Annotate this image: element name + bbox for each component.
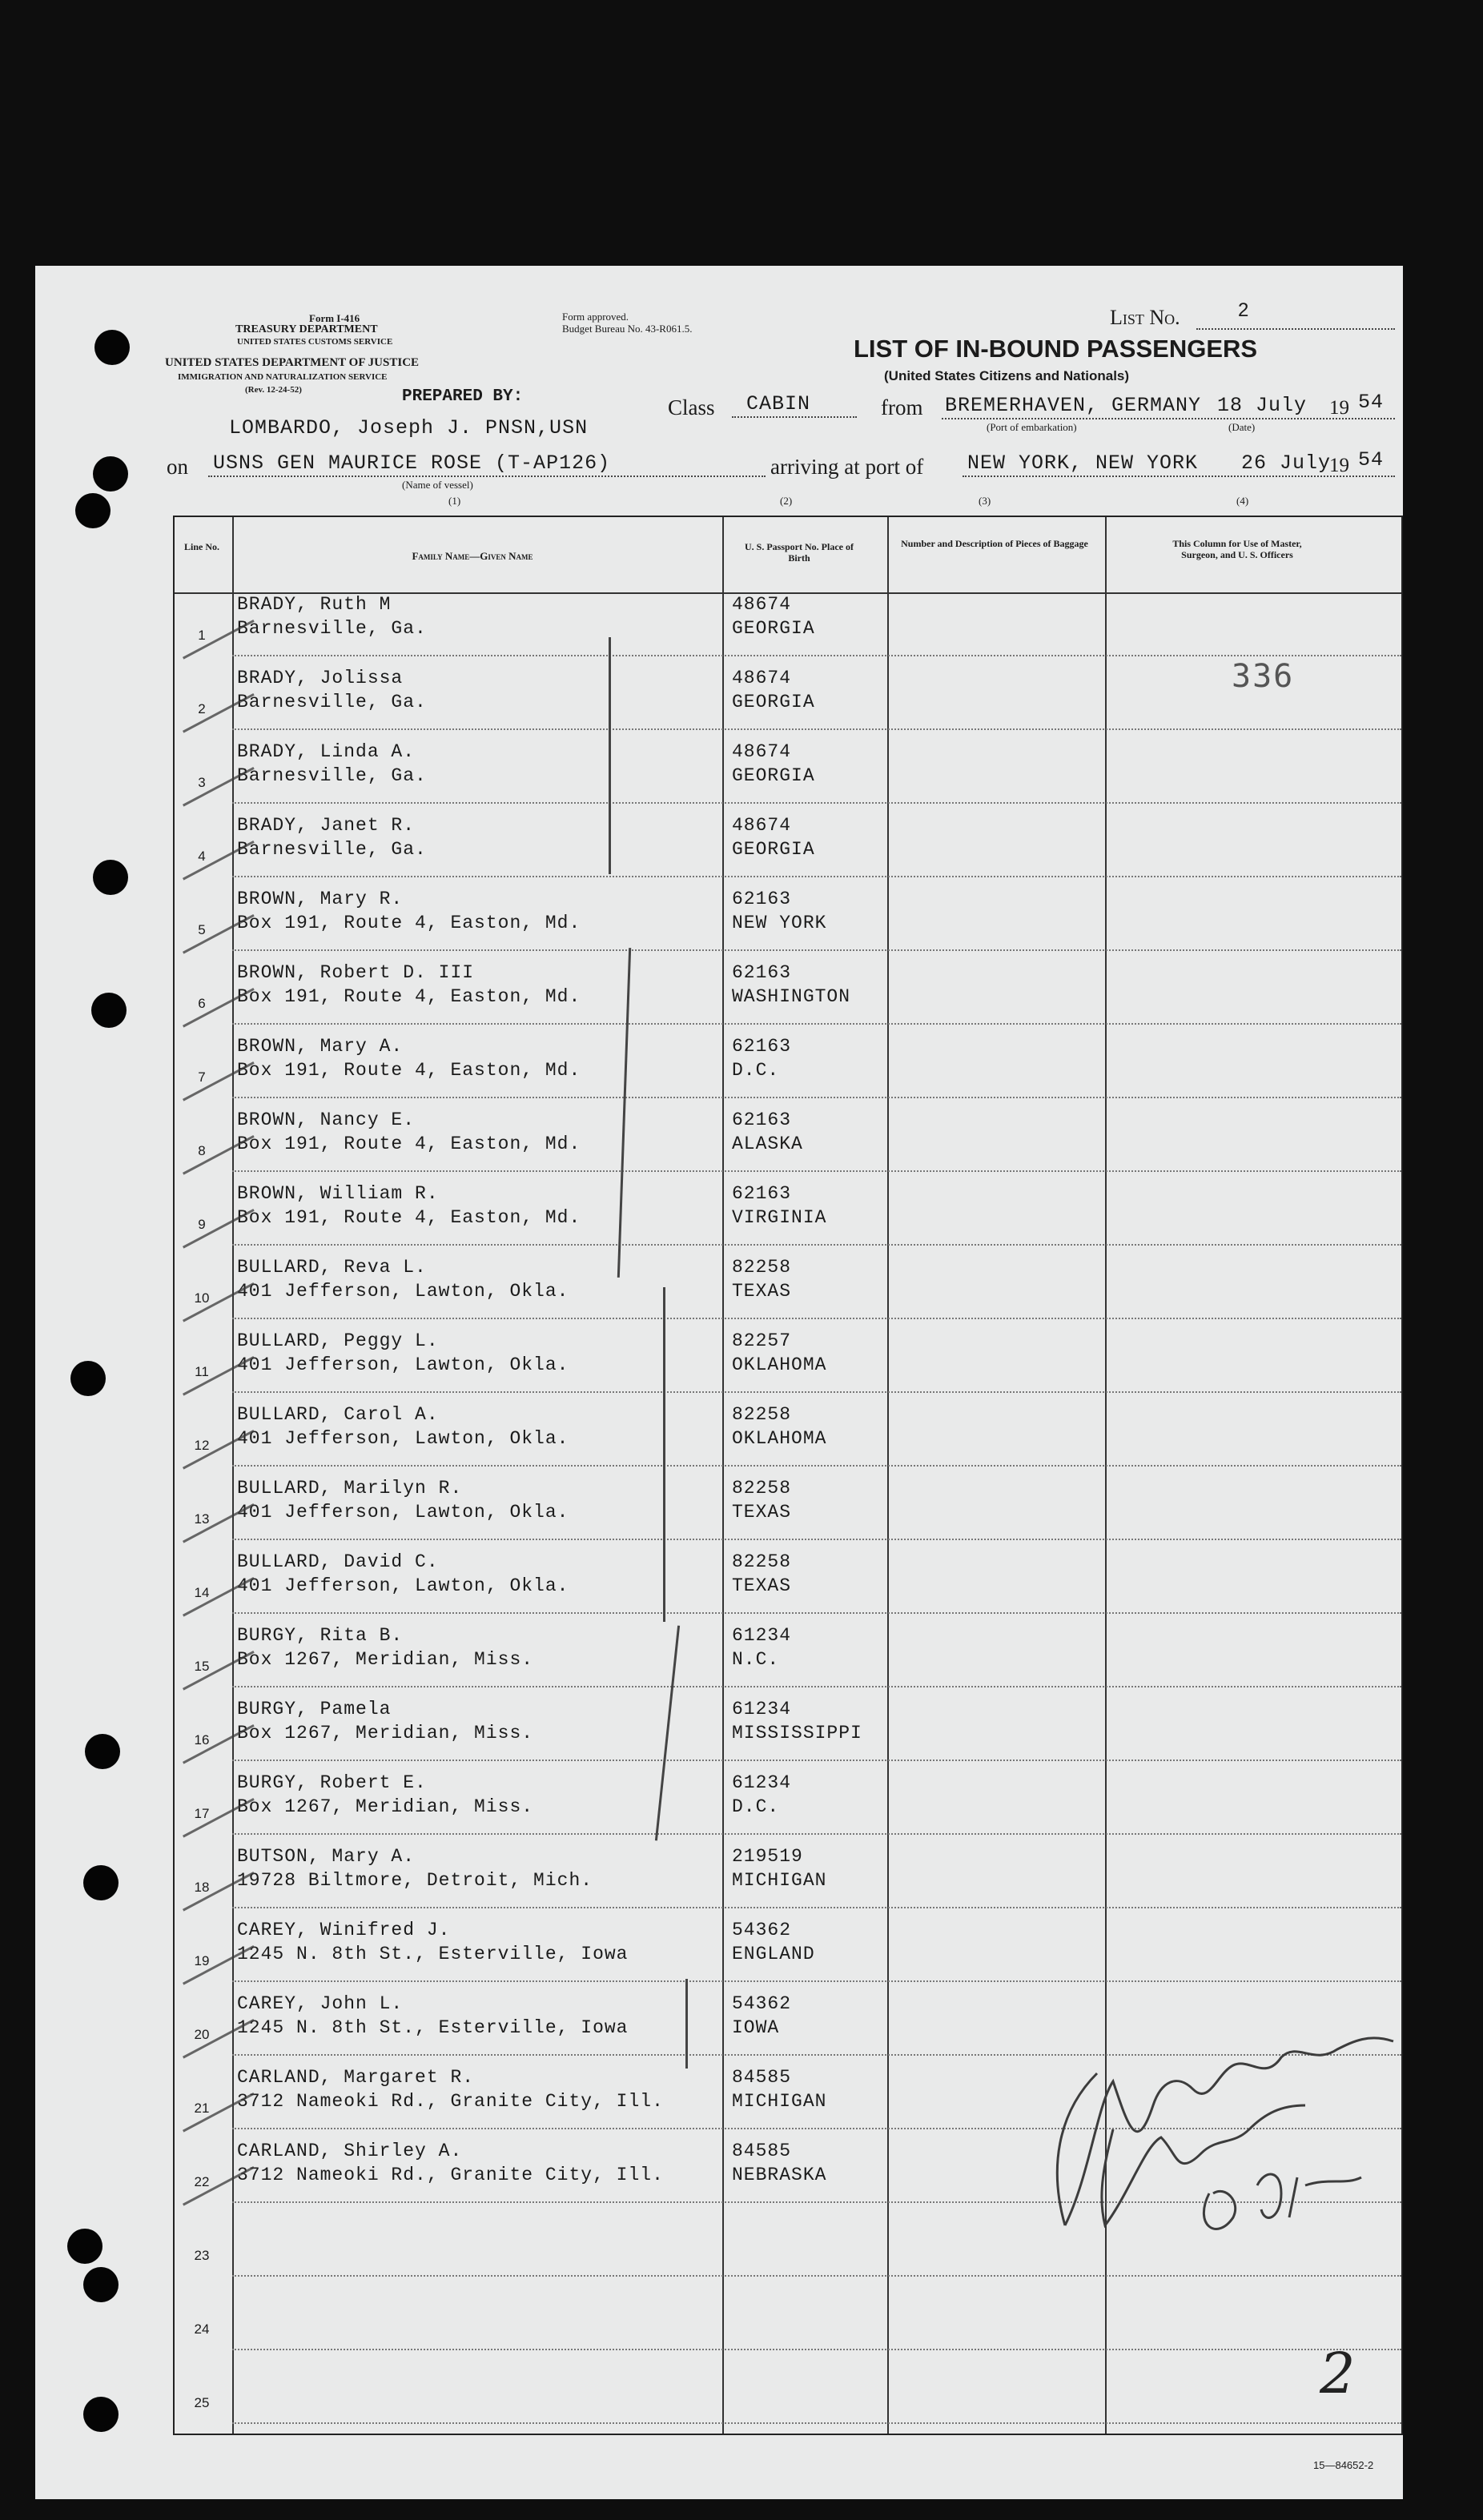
passenger-name: CARLAND, Margaret R. xyxy=(237,2067,475,2088)
passenger-name: BROWN, Nancy E. xyxy=(237,1110,416,1130)
vessel-rule xyxy=(208,476,766,477)
arrive-date: 26 July xyxy=(1241,451,1332,475)
line-number: 23 xyxy=(194,2248,210,2263)
revision-date: (Rev. 12-24-52) xyxy=(245,385,302,395)
annotation-336: 336 xyxy=(1232,658,1295,695)
arrive-year-prefix: 19 xyxy=(1329,455,1349,476)
passport-number: 62163 xyxy=(732,1036,792,1057)
passenger-address: Barnesville, Ga. xyxy=(237,692,427,712)
passenger-name: BROWN, Robert D. III xyxy=(237,962,475,983)
col-header-passport: U. S. Passport No. Place of Birth xyxy=(745,541,854,564)
row-rule xyxy=(232,1318,1401,1319)
line-number: 15 xyxy=(194,1659,210,1674)
passport-number: 61234 xyxy=(732,1625,792,1646)
arriving-rule xyxy=(963,476,1395,477)
place-of-birth: OKLAHOMA xyxy=(732,1428,827,1449)
passenger-name: BRADY, Ruth M xyxy=(237,594,392,615)
group-bracket xyxy=(685,1979,688,2069)
passport-number: 62163 xyxy=(732,1110,792,1130)
class-rule xyxy=(732,416,857,418)
place-of-birth: GEORGIA xyxy=(732,839,815,860)
punch-hole xyxy=(94,330,130,365)
line-number: 5 xyxy=(198,922,206,937)
place-of-birth: VIRGINIA xyxy=(732,1207,827,1228)
punch-hole xyxy=(93,860,128,895)
row-rule xyxy=(232,655,1401,656)
passenger-address: Box 1267, Meridian, Miss. xyxy=(237,1796,534,1817)
place-of-birth: GEORGIA xyxy=(732,765,815,786)
passport-number: 62163 xyxy=(732,889,792,909)
treasury-dept: TREASURY DEPARTMENT xyxy=(235,323,378,335)
passenger-address: 19728 Biltmore, Detroit, Mich. xyxy=(237,1870,593,1891)
line-number: 11 xyxy=(195,1364,209,1379)
from-date: 18 July xyxy=(1217,394,1308,417)
row-rule xyxy=(232,1833,1401,1835)
row-rule xyxy=(232,802,1401,804)
line-number: 8 xyxy=(198,1143,206,1158)
place-of-birth: GEORGIA xyxy=(732,618,815,639)
col3-number: (3) xyxy=(979,495,991,507)
row-rule xyxy=(232,1612,1401,1614)
line-number: 3 xyxy=(198,775,206,790)
passenger-address: 3712 Nameoki Rd., Granite City, Ill. xyxy=(237,2091,664,2112)
punch-hole xyxy=(83,2397,119,2432)
footer-code: 15—84652-2 xyxy=(1313,2459,1374,2471)
customs-service: UNITED STATES CUSTOMS SERVICE xyxy=(237,337,393,347)
passenger-address: 1245 N. 8th St., Esterville, Iowa xyxy=(237,2017,629,2038)
passenger-address: Barnesville, Ga. xyxy=(237,839,427,860)
group-bracket xyxy=(609,637,611,874)
passport-number: 82258 xyxy=(732,1478,792,1499)
row-rule xyxy=(232,728,1401,730)
line-number: 1 xyxy=(198,628,206,643)
port-embark-label: (Port of embarkation) xyxy=(987,421,1077,433)
passport-number: 61234 xyxy=(732,1772,792,1793)
inspector-signature xyxy=(1041,1985,1409,2257)
from-year: 54 xyxy=(1358,391,1385,414)
row-rule xyxy=(232,1170,1401,1172)
passenger-name: BURGY, Robert E. xyxy=(237,1772,427,1793)
place-of-birth: ALASKA xyxy=(732,1134,803,1154)
punch-hole xyxy=(83,2267,119,2302)
form-approved: Form approved. xyxy=(562,311,629,323)
prepared-by-label: PREPARED BY: xyxy=(402,387,524,406)
passport-number: 219519 xyxy=(732,1846,803,1867)
place-of-birth: D.C. xyxy=(732,1060,780,1081)
col-header-name: Family Name—Given Name xyxy=(412,550,533,562)
passport-number: 54362 xyxy=(732,1993,792,2014)
passenger-name: BROWN, William R. xyxy=(237,1183,439,1204)
row-rule xyxy=(232,949,1401,951)
passenger-name: BURGY, Rita B. xyxy=(237,1625,404,1646)
passenger-address: Box 1267, Meridian, Miss. xyxy=(237,1649,534,1670)
col-header-line-no: Line No. xyxy=(183,541,219,552)
row-rule xyxy=(232,1391,1401,1393)
place-of-birth: NEBRASKA xyxy=(732,2165,827,2185)
passenger-address: 401 Jefferson, Lawton, Okla. xyxy=(237,1428,569,1449)
form-subtitle: (United States Citizens and Nationals) xyxy=(884,368,1130,383)
line-number: 21 xyxy=(194,2101,210,2116)
passport-number: 82258 xyxy=(732,1551,792,1572)
place-of-birth: N.C. xyxy=(732,1649,780,1670)
passenger-address: Barnesville, Ga. xyxy=(237,618,427,639)
line-number: 24 xyxy=(194,2321,210,2337)
class-label: Class xyxy=(668,395,715,419)
passenger-name: BROWN, Mary R. xyxy=(237,889,404,909)
row-rule xyxy=(232,876,1401,877)
row-rule xyxy=(232,1244,1401,1246)
justice-dept: UNITED STATES DEPARTMENT OF JUSTICE xyxy=(165,356,420,369)
passenger-address: Barnesville, Ga. xyxy=(237,765,427,786)
passport-number: 62163 xyxy=(732,1183,792,1204)
from-label: from xyxy=(881,395,923,419)
vessel-name: USNS GEN MAURICE ROSE (T-AP126) xyxy=(213,451,611,475)
list-no-value: 2 xyxy=(1238,299,1249,321)
line-number: 22 xyxy=(194,2174,210,2189)
line-number: 17 xyxy=(194,1806,210,1821)
row-rule xyxy=(232,1465,1401,1467)
place-of-birth: MICHIGAN xyxy=(732,1870,827,1891)
passenger-name: BRADY, Janet R. xyxy=(237,815,416,836)
from-year-prefix: 19 xyxy=(1329,397,1349,419)
passenger-address: 3712 Nameoki Rd., Granite City, Ill. xyxy=(237,2165,664,2185)
passport-number: 62163 xyxy=(732,962,792,983)
place-of-birth: TEXAS xyxy=(732,1575,792,1596)
row-rule xyxy=(232,2422,1401,2424)
list-no-rule xyxy=(1196,328,1395,330)
budget-bureau: Budget Bureau No. 43-R061.5. xyxy=(562,323,693,335)
passenger-name: CAREY, Winifred J. xyxy=(237,1920,451,1940)
passenger-address: 401 Jefferson, Lawton, Okla. xyxy=(237,1575,569,1596)
passport-number: 84585 xyxy=(732,2141,792,2161)
passenger-address: Box 191, Route 4, Easton, Md. xyxy=(237,1207,581,1228)
passenger-name: BURGY, Pamela xyxy=(237,1699,392,1719)
punch-hole xyxy=(83,1865,119,1900)
passport-number: 48674 xyxy=(732,815,792,836)
date-label: (Date) xyxy=(1228,421,1256,433)
ins-service: IMMIGRATION AND NATURALIZATION SERVICE xyxy=(178,372,388,382)
line-number: 20 xyxy=(194,2027,210,2042)
place-of-birth: MISSISSIPPI xyxy=(732,1723,862,1744)
passenger-address: Box 1267, Meridian, Miss. xyxy=(237,1723,534,1744)
passport-number: 82258 xyxy=(732,1257,792,1278)
line-number: 16 xyxy=(194,1732,210,1748)
passport-number: 48674 xyxy=(732,741,792,762)
place-of-birth: IOWA xyxy=(732,2017,780,2038)
group-bracket xyxy=(663,1287,665,1622)
col-header-officers: This Column for Use of Master, Surgeon, and U. S. Officers xyxy=(1172,538,1302,560)
place-of-birth: GEORGIA xyxy=(732,692,815,712)
class-value: CABIN xyxy=(746,392,811,415)
punch-hole xyxy=(70,1361,106,1396)
from-rule xyxy=(942,418,1395,419)
line-number: 6 xyxy=(198,996,206,1011)
margin-mark: 2 xyxy=(1320,2341,1356,2406)
line-number: 10 xyxy=(194,1290,210,1306)
prepared-by-value: LOMBARDO, Joseph J. PNSN,USN xyxy=(229,416,589,439)
place-of-birth: TEXAS xyxy=(732,1281,792,1302)
row-rule xyxy=(232,1907,1401,1908)
punch-hole xyxy=(85,1734,120,1769)
passport-number: 82257 xyxy=(732,1330,792,1351)
passenger-name: BULLARD, Marilyn R. xyxy=(237,1478,463,1499)
passenger-address: 401 Jefferson, Lawton, Okla. xyxy=(237,1354,569,1375)
col2-number: (2) xyxy=(780,495,793,507)
col-divider xyxy=(887,517,889,2434)
place-of-birth: NEW YORK xyxy=(732,913,827,933)
passenger-address: Box 191, Route 4, Easton, Md. xyxy=(237,1134,581,1154)
place-of-birth: D.C. xyxy=(732,1796,780,1817)
punch-hole xyxy=(93,456,128,492)
passenger-name: BUTSON, Mary A. xyxy=(237,1846,416,1867)
passenger-address: 401 Jefferson, Lawton, Okla. xyxy=(237,1281,569,1302)
place-of-birth: OKLAHOMA xyxy=(732,1354,827,1375)
line-number: 9 xyxy=(198,1217,206,1232)
place-of-birth: ENGLAND xyxy=(732,1944,815,1964)
passenger-name: BRADY, Jolissa xyxy=(237,668,404,688)
passenger-name: BROWN, Mary A. xyxy=(237,1036,404,1057)
passport-number: 54362 xyxy=(732,1920,792,1940)
row-rule xyxy=(232,2275,1401,2277)
form-title: LIST OF IN-BOUND PASSENGERS xyxy=(854,335,1258,363)
row-rule xyxy=(232,1760,1401,1761)
line-number: 13 xyxy=(194,1511,210,1527)
punch-hole xyxy=(67,2229,102,2264)
line-number: 14 xyxy=(194,1585,210,1600)
arrive-year: 54 xyxy=(1358,448,1385,471)
passenger-address: Box 191, Route 4, Easton, Md. xyxy=(237,1060,581,1081)
punch-hole xyxy=(91,993,127,1028)
row-rule xyxy=(232,1023,1401,1025)
col4-number: (4) xyxy=(1236,495,1249,507)
passenger-name: CARLAND, Shirley A. xyxy=(237,2141,463,2161)
form-number: Form I-416 xyxy=(309,312,360,324)
place-of-birth: TEXAS xyxy=(732,1502,792,1523)
passport-number: 82258 xyxy=(732,1404,792,1425)
passenger-address: Box 191, Route 4, Easton, Md. xyxy=(237,986,581,1007)
row-rule xyxy=(232,1980,1401,1982)
line-number: 25 xyxy=(194,2395,210,2410)
passenger-name: BULLARD, Reva L. xyxy=(237,1257,427,1278)
vessel-label: (Name of vessel) xyxy=(402,479,473,491)
on-label: on xyxy=(167,455,188,479)
passenger-address: 1245 N. 8th St., Esterville, Iowa xyxy=(237,1944,629,1964)
passport-number: 48674 xyxy=(732,594,792,615)
from-value: BREMERHAVEN, GERMANY xyxy=(945,394,1202,417)
place-of-birth: MICHIGAN xyxy=(732,2091,827,2112)
col-header-baggage: Number and Description of Pieces of Baggage xyxy=(901,538,1088,549)
col1-number: (1) xyxy=(448,495,461,507)
line-number: 4 xyxy=(198,849,206,864)
passenger-name: BULLARD, David C. xyxy=(237,1551,439,1572)
passenger-name: CAREY, John L. xyxy=(237,1993,404,2014)
passport-number: 61234 xyxy=(732,1699,792,1719)
punch-hole xyxy=(75,493,111,528)
passenger-address: Box 191, Route 4, Easton, Md. xyxy=(237,913,581,933)
line-number: 12 xyxy=(194,1438,210,1453)
passenger-address: 401 Jefferson, Lawton, Okla. xyxy=(237,1502,569,1523)
col-divider xyxy=(722,517,724,2434)
line-number: 2 xyxy=(198,701,206,716)
row-rule xyxy=(232,1686,1401,1687)
passport-number: 48674 xyxy=(732,668,792,688)
passenger-name: BULLARD, Carol A. xyxy=(237,1404,439,1425)
row-rule xyxy=(232,1539,1401,1540)
place-of-birth: WASHINGTON xyxy=(732,986,851,1007)
passport-number: 84585 xyxy=(732,2067,792,2088)
line-number: 7 xyxy=(198,1069,206,1085)
passenger-name: BULLARD, Peggy L. xyxy=(237,1330,439,1351)
line-number: 18 xyxy=(194,1880,210,1895)
row-rule xyxy=(232,2349,1401,2350)
line-number: 19 xyxy=(194,1953,210,1968)
passenger-name: BRADY, Linda A. xyxy=(237,741,416,762)
row-rule xyxy=(232,1097,1401,1098)
arriving-label: arriving at port of xyxy=(770,455,924,479)
arriving-port: NEW YORK, NEW YORK xyxy=(967,451,1199,475)
list-no-label: List No. xyxy=(1110,306,1180,329)
